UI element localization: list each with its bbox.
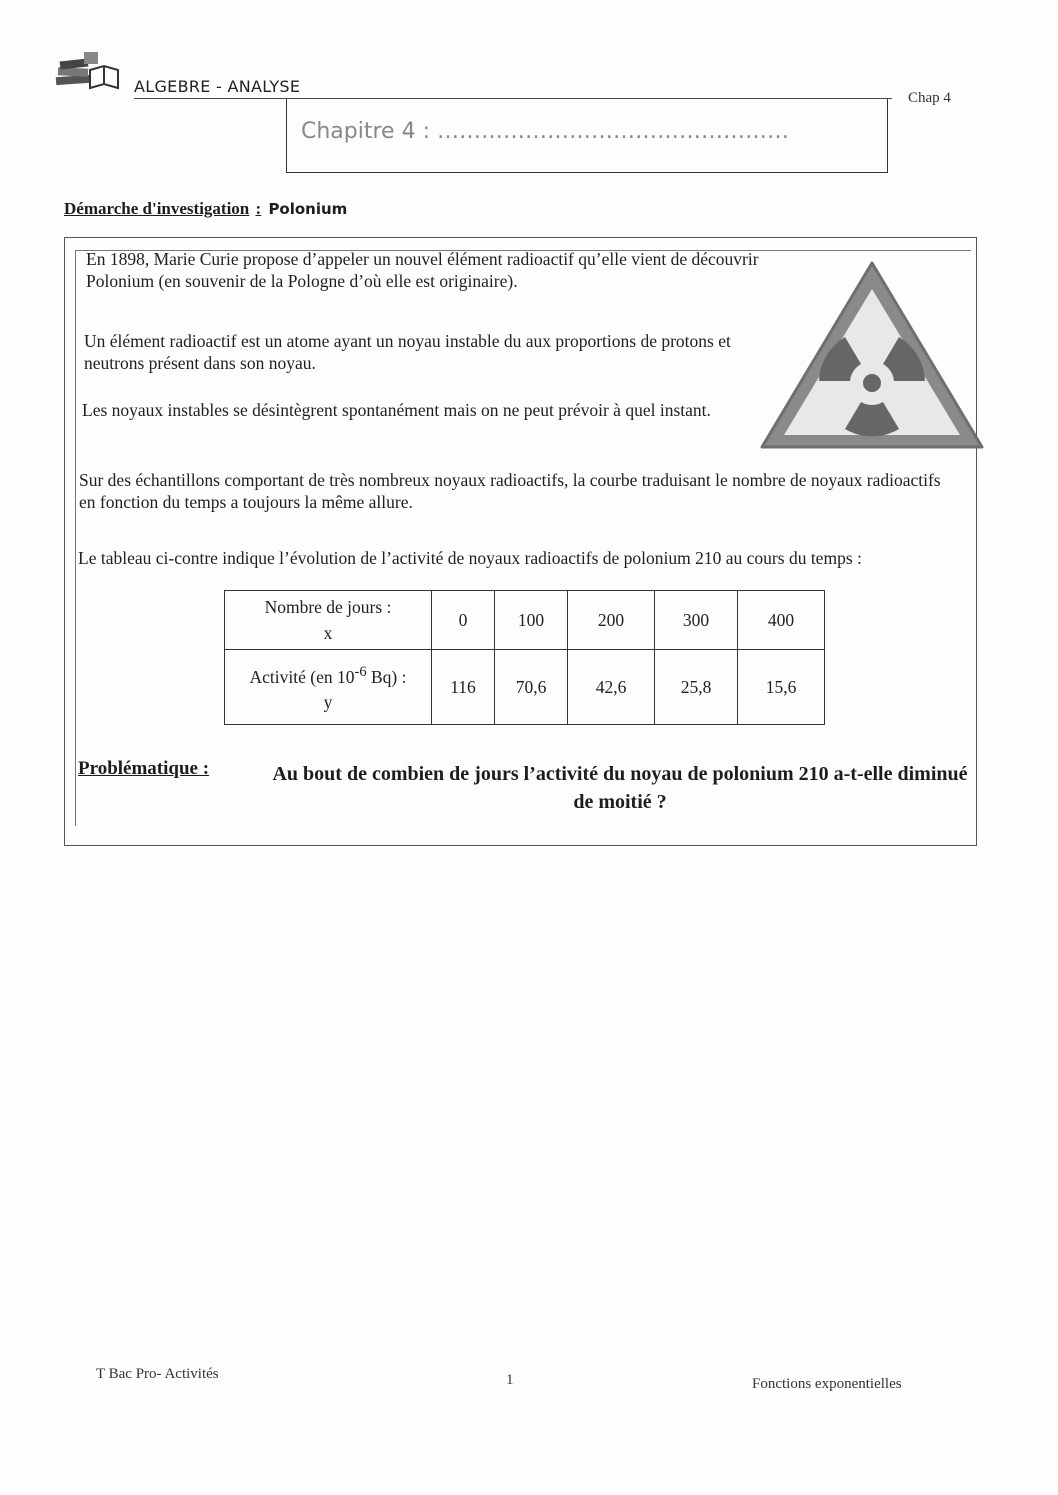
radiation-warning-icon — [756, 255, 988, 455]
problem-label: Problématique : — [78, 758, 210, 779]
section-heading-separator: : — [255, 199, 262, 218]
chapter-number-label: Chap 4 — [908, 90, 951, 106]
table-cell-day: 100 — [495, 591, 568, 650]
books-icon — [54, 46, 122, 96]
table-intro-paragraph: Le tableau ci-contre indique l’évolution de l’activité de noyaux radioactifs de polonium 210 au cours du temps : — [78, 548, 862, 568]
table-cell-activity: 116 — [432, 650, 495, 725]
table-cell-day: 200 — [568, 591, 655, 650]
activity-label-suffix: Bq) : — [366, 666, 407, 687]
footer-course: T Bac Pro- Activités — [96, 1366, 219, 1382]
table-cell-activity: 42,6 — [568, 650, 655, 725]
frame-inner-line-vertical — [75, 250, 76, 826]
activity-label-prefix: Activité (en 10 — [249, 666, 355, 687]
instability-paragraph: Les noyaux instables se désintègrent spontanément mais on ne peut prévoir à quel instant. — [82, 400, 711, 420]
table-cell-activity: 70,6 — [495, 650, 568, 725]
section-topic: Polonium — [268, 200, 348, 218]
table-row-header-days — [225, 591, 432, 650]
chapter-title-box — [286, 99, 888, 173]
section-heading — [64, 199, 347, 219]
table-cell-activity: 15,6 — [738, 650, 825, 725]
intro-paragraph-curie: En 1898, Marie Curie propose d’appeler un nouvel élément radioactif qu’elle vient de découvrir Polonium (en souvenir de la Pologne d’où elle est originaire). — [86, 249, 759, 291]
activity-label-exponent: -6 — [354, 663, 367, 680]
curve-paragraph: Sur des échantillons comportant de très nombreux noyaux radioactifs, la courbe traduisant le nombre de noyaux radioactifs en fonction du temps a toujours la même allure. — [79, 470, 941, 512]
table-row-days — [225, 591, 825, 650]
problem-question: Au bout de combien de jours l’activité du noyau de polonium 210 a-t-elle diminué de moitié ? — [272, 763, 968, 813]
table-cell-day: 300 — [655, 591, 738, 650]
days-variable: x — [323, 623, 333, 643]
table-cell-day: 400 — [738, 591, 825, 650]
table-cell-activity: 25,8 — [655, 650, 738, 725]
table-row-header-activity — [225, 650, 432, 725]
table-row-activity — [225, 650, 825, 725]
footer-topic: Fonctions exponentielles — [752, 1376, 902, 1392]
definition-paragraph: Un élément radioactif est un atome ayant un noyau instable du aux proportions de protons et neutrons présent dans son noyau. — [84, 331, 731, 373]
section-heading-label: Démarche d'investigation — [64, 199, 250, 218]
polonium-activity-table — [224, 590, 825, 725]
activity-variable: y — [323, 692, 333, 713]
table-cell-day: 0 — [432, 591, 495, 650]
days-label: Nombre de jours : — [264, 597, 392, 617]
footer-page-number: 1 — [506, 1372, 514, 1388]
chapter-title: Chapitre 4 : ………………………………………… — [301, 119, 789, 144]
header-subject: ALGEBRE - ANALYSE — [134, 77, 301, 96]
